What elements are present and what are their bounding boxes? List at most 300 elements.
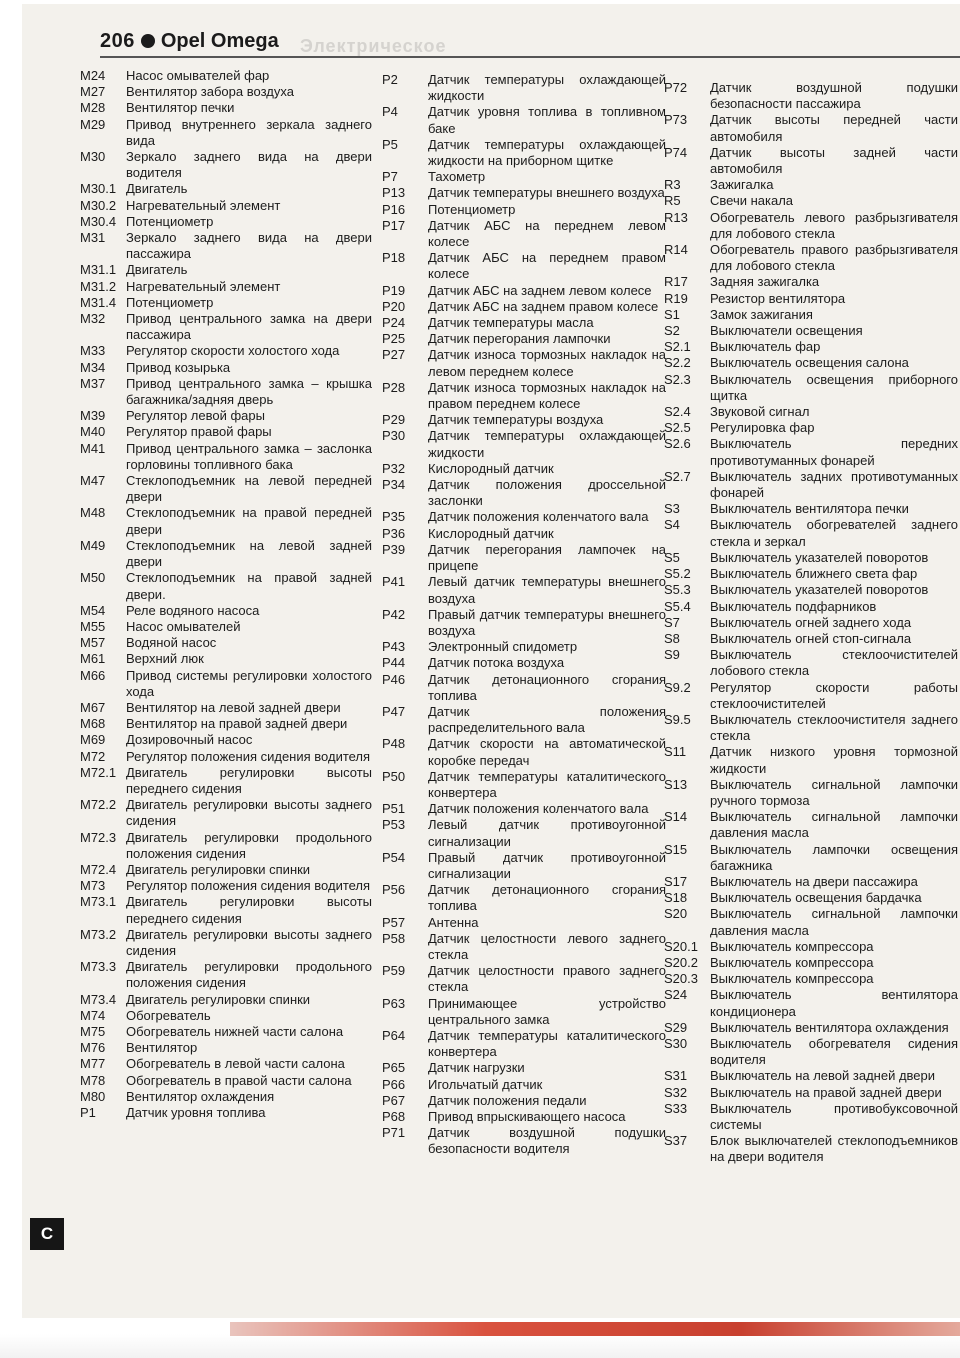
component-code: S2.5 [664,420,691,436]
component-description: Датчик воздушной подушки безопасности пассажира [710,80,958,112]
component-code: S24 [664,987,688,1003]
component-description: Обогреватель [126,1007,211,1023]
component-code: P16 [382,201,406,217]
legend-entry [80,441,372,473]
legend-entry [80,700,372,716]
legend-entry [664,420,958,436]
legend-entry [80,1073,372,1089]
component-description: Датчик положения распределительного вала [428,703,666,736]
page-number: 206 [100,29,135,52]
component-code: P63 [382,995,406,1011]
component-description: Регулятор правой фары [126,424,272,440]
legend-entry [80,117,372,149]
component-code: M77 [80,1056,106,1072]
component-description: Выключатель освещения бардачка [710,890,922,906]
component-description: Двигатель регулировки высоты переднего сидения [126,764,372,796]
component-code: P47 [382,703,406,719]
component-code: S32 [664,1084,688,1100]
component-description: Выключатель задних противотуманных фонарей [710,468,958,501]
component-code: P67 [382,1092,406,1108]
component-description: Датчик износа тормозных накладок на правом переднем колесе [428,379,666,412]
component-code: S20.1 [664,938,698,954]
component-description: Привод центрального замка на двери пассажира [126,311,372,343]
component-code: S29 [664,1019,688,1035]
component-description: Датчик высоты задней части автомобиля [710,144,958,177]
component-description: Датчик перегорания лампочки [428,331,611,347]
header-rule [100,56,960,58]
component-code: P65 [382,1060,406,1076]
legend-entry [664,680,958,712]
component-code: P17 [382,217,406,233]
component-code: M30.1 [80,181,117,197]
legend-entry [382,169,666,185]
component-description: Выключатель указателей поворотов [710,582,929,598]
legend-entry [664,307,958,323]
component-description: Игольчатый датчик [428,1076,543,1092]
component-description: Резистор вентилятора [710,290,846,306]
component-code: P30 [382,428,406,444]
component-description: Датчик детонационного сгорания топлива [428,671,666,703]
legend-entry [80,619,372,635]
component-code: M55 [80,618,106,634]
legend-entry [382,801,666,817]
component-code: M72 [80,748,106,764]
component-code: P34 [382,477,406,493]
component-description: Датчик температуры каталитического конвертера [428,1027,666,1060]
component-description: Зеркало заднего вида на двери водителя [126,149,372,181]
component-code: S2.4 [664,404,691,420]
component-code: P19 [382,282,406,298]
component-description: Датчик высоты передней части автомобиля [710,112,958,144]
legend-entry [382,1125,666,1157]
component-description: Насос омывателей [126,618,241,634]
legend-entry [664,1133,958,1165]
component-description: Привод впрыскивающего насоса [428,1109,626,1124]
book-title: Opel Omega [160,29,279,52]
component-description: Выключатель на левой задней двери [710,1068,936,1084]
component-description: Двигатель регулировки высоты заднего сидения [126,926,372,958]
component-description: Выключатель компрессора [710,938,874,954]
component-code: P1 [80,1105,96,1120]
legend-entry [382,882,666,914]
legend-entry [80,100,372,116]
component-code: S2 [664,323,680,339]
component-code: M61 [80,651,106,667]
component-description: Датчик положения коленчатого вала [428,801,649,817]
legend-entry [382,299,666,315]
legend-entry [664,582,958,598]
component-description: Вентилятор забора воздуха [126,84,294,100]
legend-entry [664,890,958,906]
legend-entry [80,538,372,570]
component-description: Потенциометр [126,213,214,229]
legend-entry [664,404,958,420]
component-code: M48 [80,505,106,521]
legend-entry [80,262,372,278]
component-code: P5 [382,136,398,152]
legend-entry [664,436,958,468]
legend-entry [80,295,372,311]
legend-entry [80,635,372,651]
component-code: M68 [80,716,106,732]
component-code: P35 [382,509,406,525]
component-code: S11 [664,744,687,760]
component-code: S4 [664,517,680,533]
component-code: P25 [382,331,406,347]
component-code: M31 [80,230,106,246]
legend-entry [80,830,372,862]
legend-entry [664,80,958,112]
component-description: Датчик температуры воздуха [428,412,604,428]
component-code: S20.3 [664,971,698,987]
component-code: M47 [80,473,106,489]
component-code: M28 [80,100,106,116]
legend-entry [382,477,666,509]
component-description: Датчик АБС на переднем левом колесе [428,217,666,250]
legend-entry [664,631,958,647]
legend-entry [80,797,372,829]
component-code: R19 [664,290,688,306]
legend-entry [382,607,666,639]
component-code: S2.7 [664,468,691,484]
component-code: M31.4 [80,294,117,310]
legend-entry [664,987,958,1019]
component-code: P44 [382,655,406,671]
component-description: Выключатель вентилятора охлаждения [710,1019,949,1035]
legend-entry [382,1093,666,1109]
component-code: M33 [80,343,106,359]
component-code: P28 [382,379,406,395]
legend-entry [664,323,958,339]
component-description: Двигатель регулировки высоты переднего сидения [126,894,372,926]
component-code: M32 [80,311,106,327]
legend-entry [664,615,958,631]
component-description: Выключатель сигнальной лампочки ручного тормоза [710,776,958,808]
legend-entry [80,343,372,359]
legend-entry [664,874,958,890]
legend-entry [80,68,372,84]
component-description: Кислородный датчик [428,525,554,541]
legend-entry [80,570,372,602]
legend-entry [664,193,958,209]
component-description: Датчик потока воздуха [428,655,565,671]
legend-entry [80,84,372,100]
component-description: Вентилятор на левой задней двери [126,699,341,715]
component-description: Датчик АБС на заднем правом колесе [428,298,659,314]
component-description: Регулятор скорости холостого хода [126,343,340,359]
component-description: Регулятор левой фары [126,408,265,424]
component-description: Привод внутреннего зеркала заднего вида [126,116,372,148]
component-code: M73.4 [80,991,117,1007]
component-code: P50 [382,768,406,784]
component-code: M30.2 [80,197,117,213]
legend-entry [664,501,958,517]
component-code: M72.1 [80,764,117,780]
component-code: P4 [382,104,398,120]
component-code: S2.2 [664,355,691,371]
component-description: Блок выключателей стеклоподъемников на двери водителя [710,1133,958,1165]
component-description: Привод системы регулировки холостого хода [126,667,372,699]
legend-entry [382,347,666,379]
component-code: S20 [664,906,688,922]
component-code: M29 [80,116,106,132]
component-code: P74 [664,144,688,160]
legend-entry [80,279,372,295]
component-code: P18 [382,250,406,266]
component-code: M30.4 [80,213,117,229]
component-description: Вентилятор охлаждения [126,1088,275,1104]
legend-entry [382,202,666,218]
legend-entry [382,850,666,882]
component-code: P29 [382,412,406,428]
component-code: S2.6 [664,436,691,452]
column-1 [80,68,372,1121]
component-description: Датчик скорости на автоматической коробке передач [428,736,666,768]
component-code: P27 [382,347,406,363]
component-description: Регулятор положения сидения водителя [126,878,371,894]
component-code: P71 [382,1125,406,1141]
component-description: Потенциометр [428,201,516,217]
legend-entry [664,145,958,177]
component-code: S8 [664,630,680,646]
component-description: Привод козырька [126,359,231,375]
legend-entry [382,915,666,931]
legend-entry [664,939,958,955]
component-code: S20.2 [664,954,698,970]
legend-entry [382,639,666,655]
component-code: P59 [382,963,406,979]
component-code: M80 [80,1088,106,1104]
component-description: Зеркало заднего вида на двери пассажира [126,230,372,262]
component-code: M41 [80,440,106,456]
legend-entry [80,749,372,765]
component-code: M27 [80,84,106,100]
component-code: M34 [80,359,106,375]
legend-entry [664,971,958,987]
legend-entry [664,712,958,744]
component-description: Обогреватель в правой части салона [126,1072,352,1088]
component-code: M69 [80,732,106,748]
component-description: Выключатель сигнальной лампочки давления масла [710,809,958,841]
component-description: Датчик температуры охлаждающей жидкости [428,428,666,460]
legend-entry [80,473,372,505]
component-description: Выключатель освещения салона [710,355,909,371]
legend-entry [382,574,666,606]
component-description: Обогреватель левого разбрызгивателя для лобового стекла [710,209,958,241]
component-description: Выключатель компрессора [710,971,874,987]
component-code: P36 [382,525,406,541]
component-code: M72.3 [80,829,117,845]
component-description: Датчик положения дроссельной заслонки [428,477,666,509]
component-code: P2 [382,72,398,87]
component-description: Выключатель вентилятора кондиционера [710,987,958,1019]
component-code: S33 [664,1100,688,1116]
component-code: P32 [382,460,406,476]
component-description: Нагревательный элемент [126,197,281,213]
legend-entry [80,360,372,376]
component-description: Вентилятор на правой задней двери [126,716,348,732]
component-description: Регулировка фар [710,420,815,436]
section-tab: C [30,1218,64,1250]
component-description: Левый датчик противоугонной сигнализации [428,817,666,849]
component-description: Датчик АБС на заднем левом колесе [428,282,652,298]
legend-entry [664,339,958,355]
component-code: M49 [80,537,106,553]
component-description: Выключатель на двери пассажира [710,873,918,889]
cover-edge [230,1322,960,1336]
legend-entry [382,218,666,250]
legend-entry [382,283,666,299]
legend-entry [382,963,666,995]
component-code: P48 [382,736,406,752]
legend-entry [382,185,666,201]
legend-entry [664,372,958,404]
component-description: Выключатель фар [710,339,821,355]
component-description: Привод центрального замка – крышка багажника/задняя дверь [126,375,372,408]
legend-entry [382,704,666,736]
component-description: Датчик целостности правого заднего стекла [428,963,666,995]
component-description: Датчик положения коленчатого вала [428,509,649,525]
legend-entry [382,72,666,104]
component-description: Правый датчик противоугонной сигнализации [428,849,666,881]
legend-entry [382,655,666,671]
legend-entry [382,542,666,574]
component-description: Датчик температуры охлаждающей жидкости [428,72,666,104]
component-code: M30 [80,149,106,165]
legend-entry [80,198,372,214]
component-description: Двигатель регулировки спинки [126,861,311,877]
component-description: Выключатель на правой задней двери [710,1084,942,1100]
legend-entry [382,380,666,412]
component-description: Датчик воздушной подушки безопасности водителя [428,1125,666,1157]
legend-entry [80,651,372,667]
legend-entry [664,955,958,971]
legend-entry [382,104,666,136]
component-description: Двигатель регулировки продольного положения сидения [126,829,372,861]
legend-entry [382,461,666,477]
page-header [100,28,279,54]
component-description: Выключатель вентилятора печки [710,501,909,517]
component-code: R13 [664,209,688,225]
component-description: Выключатель противобуксовочной системы [710,1100,958,1132]
component-code: S3 [664,501,680,517]
legend-entry [80,862,372,878]
component-code: M72.4 [80,861,117,877]
legend-entry [664,242,958,274]
component-description: Датчик температуры внешнего воздуха [428,185,665,201]
component-code: M72.2 [80,797,117,813]
component-description: Регулятор скорости работы стеклоочистителей [710,679,958,711]
component-code: P54 [382,849,406,865]
component-description: Привод центрального замка – заслонка горловины топливного бака [126,440,372,472]
component-code: S9.2 [664,679,691,695]
component-description: Зажигалка [710,177,774,193]
component-code: M31.1 [80,262,117,278]
component-description: Выключатель компрессора [710,954,874,970]
component-code: M50 [80,570,106,586]
legend-entry [664,599,958,615]
legend-entry [80,992,372,1008]
bleed-through-title: Электрическое [300,36,447,56]
legend-entry [80,408,372,424]
component-description: Звуковой сигнал [710,404,810,420]
legend-entry [80,894,372,926]
component-code: P68 [382,1109,406,1124]
component-description: Дозировочный насос [126,732,253,748]
legend-entry [664,566,958,582]
legend-entry [80,959,372,991]
component-description: Тахометр [428,169,486,185]
legend-entry [664,842,958,874]
component-description: Датчик температуры масла [428,315,594,331]
component-code: P24 [382,315,406,331]
legend-entry [382,250,666,282]
component-description: Двигатель [126,181,188,197]
component-code: S31 [664,1068,688,1084]
component-description: Двигатель регулировки продольного положения сидения [126,959,372,991]
component-description: Стеклоподъемник на правой передней двери [126,505,372,537]
component-description: Выключатель обогревателя сидения водителя [710,1035,958,1068]
legend-entry [382,331,666,347]
component-code: M73.2 [80,926,117,942]
legend-entry [80,732,372,748]
component-code: M75 [80,1023,106,1039]
legend-entry [664,210,958,242]
component-description: Вентилятор печки [126,100,235,116]
component-code: M74 [80,1007,106,1023]
legend-entry [80,603,372,619]
component-description: Принимающее устройство центрального замка [428,995,666,1027]
component-code: M73 [80,878,106,894]
legend-entry [80,1056,372,1072]
legend-entry [382,1060,666,1076]
legend-entry [80,230,372,262]
legend-entry [664,744,958,776]
legend-entry [80,149,372,181]
component-description: Потенциометр [126,294,214,310]
component-description: Правый датчик температуры внешнего воздуха [428,606,666,638]
component-code: S30 [664,1035,688,1051]
legend-entry [664,809,958,841]
component-description: Датчик уровня топлива в топливном баке [428,104,666,136]
legend-entry [382,428,666,460]
component-description: Двигатель регулировки спинки [126,991,311,1007]
legend-entry [80,1008,372,1024]
component-code: S5.2 [664,566,691,582]
component-code: S9 [664,647,680,663]
legend-entry [80,505,372,537]
legend-entry [80,214,372,230]
legend-entry [80,424,372,440]
legend-entry [382,736,666,768]
component-description: Свечи накала [710,193,794,209]
legend-entry [382,412,666,428]
component-code: P53 [382,817,406,833]
component-description: Кислородный датчик [428,460,554,476]
legend-entry [80,1040,372,1056]
component-description: Выключатель указателей поворотов [710,549,929,565]
component-code: R14 [664,242,688,258]
component-code: S17 [664,873,688,889]
legend-entry [664,112,958,144]
component-description: Выключатель огней заднего хода [710,614,912,630]
legend-entry [382,931,666,963]
component-code: P7 [382,169,398,185]
component-code: S7 [664,614,680,630]
legend-entry [382,137,666,169]
component-code: S18 [664,890,688,906]
component-description: Выключатель освещения приборного щитка [710,371,958,403]
